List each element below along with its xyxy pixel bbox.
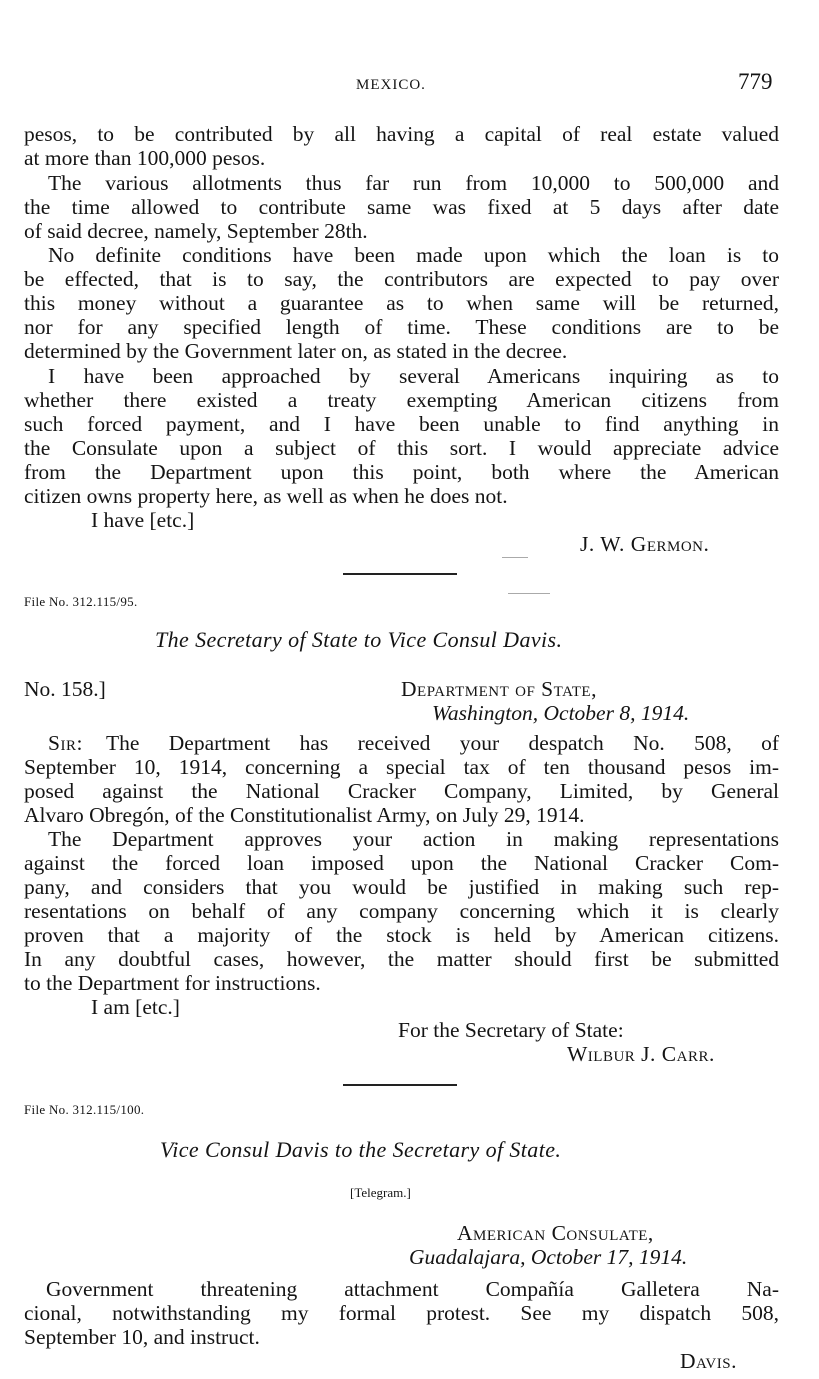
file-number: File No. 312.115/95. [24, 594, 138, 609]
text-line: be effected, that is to say, the contributors are expected to pay over [24, 267, 779, 291]
text-line: No definite conditions have been made upon which the loan is to [48, 243, 779, 267]
sender-department: Department of State, [401, 677, 597, 701]
for-line: For the Secretary of State: [398, 1018, 624, 1042]
text-line: to the Department for instructions. [24, 971, 321, 995]
text-line: cional, notwithstanding my formal protest. See my dispatch 508, [24, 1301, 779, 1325]
text-line: such forced payment, and I have been unable to find anything in [24, 412, 779, 436]
signature: Davis. [680, 1349, 737, 1373]
running-header-title: MEXICO. [356, 77, 426, 93]
section-divider [343, 573, 457, 575]
telegram-tag: [Telegram.] [350, 1185, 411, 1200]
text-line: The various allotments thus far run from 10,000 to 500,000 and [48, 171, 779, 195]
section-divider [343, 1084, 457, 1086]
text-line: The Department has received your despatch No. 508, of [106, 731, 779, 755]
sender-consulate: American Consulate, [457, 1221, 654, 1245]
text-line: Alvaro Obregón, of the Constitutionalist Army, on July 29, 1914. [24, 803, 585, 827]
text-line: resentations on behalf of any company concerning which it is clearly [24, 899, 779, 923]
closing: I am [etc.] [91, 995, 180, 1019]
text-line: from the Department upon this point, both where the American [24, 460, 779, 484]
text-line: Government threatening attachment Compañía Galletera Na- [46, 1277, 779, 1301]
text-line: pany, and considers that you would be justified in making such rep- [24, 875, 779, 899]
text-line: of said decree, namely, September 28th. [24, 219, 368, 243]
text-line: I have been approached by several Americans inquiring as to [48, 364, 779, 388]
text-line: September 10, and instruct. [24, 1325, 260, 1349]
document-heading: The Secretary of State to Vice Consul Davis. [155, 627, 563, 652]
text-line: The Department approves your action in making representations [48, 827, 779, 851]
text-line: pesos, to be contributed by all having a capital of real estate valued [24, 122, 779, 146]
text-line: the Consulate upon a subject of this sort. I would appreciate advice [24, 436, 779, 460]
text-line: posed against the National Cracker Company, Limited, by General [24, 779, 779, 803]
place-date: Washington, October 8, 1914. [432, 701, 690, 725]
signature: Wilbur J. Carr. [567, 1042, 715, 1066]
text-line: proven that a majority of the stock is held by American citizens. [24, 923, 779, 947]
text-line: whether there existed a treaty exempting American citizens from [24, 388, 779, 412]
text-line: against the forced loan imposed upon the National Cracker Com- [24, 851, 779, 875]
text-line: determined by the Government later on, as stated in the decree. [24, 339, 568, 363]
closing: I have [etc.] [91, 508, 195, 532]
page-number: 779 [738, 69, 773, 94]
divider [508, 593, 550, 594]
document-heading: Vice Consul Davis to the Secretary of State. [160, 1137, 562, 1162]
signature: J. W. Germon. [580, 532, 710, 556]
text-line: In any doubtful cases, however, the matter should first be submitted [24, 947, 779, 971]
despatch-number: No. 158.] [24, 677, 106, 701]
file-number: File No. 312.115/100. [24, 1102, 145, 1117]
place-date: Guadalajara, October 17, 1914. [409, 1245, 688, 1269]
text-line: the time allowed to contribute same was fixed at 5 days after date [24, 195, 779, 219]
text-line: this money without a guarantee as to when same will be returned, [24, 291, 779, 315]
divider [502, 557, 528, 558]
text-line: September 10, 1914, concerning a special tax of ten thousand pesos im- [24, 755, 779, 779]
text-line: at more than 100,000 pesos. [24, 146, 266, 170]
salutation: Sir: [48, 731, 83, 755]
text-line: citizen owns property here, as well as when he does not. [24, 484, 508, 508]
text-line: nor for any specified length of time. These conditions are to be [24, 315, 779, 339]
